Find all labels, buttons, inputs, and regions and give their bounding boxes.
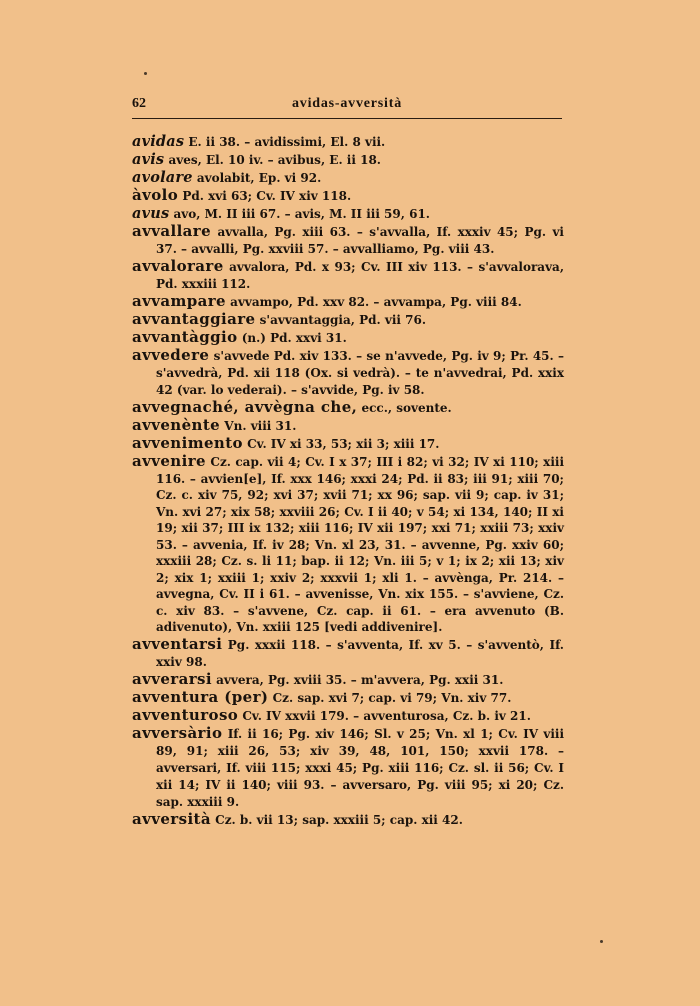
entry-text: aves, El. 10 iv. – avibus, E. ii 18. bbox=[164, 153, 381, 167]
entry-avvantaggio bbox=[132, 329, 564, 347]
entry-text: avvalla, Pg. xiii 63. – s'avvalla, If. xxxiv 45; Pg. vi 37. – avvalli, Pg. xxviii 57. – avvalliamo, Pg. viii 43. bbox=[156, 225, 564, 256]
entry-text: avvalora, Pd. x 93; Cv. III xiv 113. – s'avvalorava, Pd. xxxiii 112. bbox=[156, 260, 564, 291]
entry-text: Cv. IV xi 33, 53; xii 3; xiii 17. bbox=[242, 437, 440, 451]
entry-avolo bbox=[132, 187, 564, 205]
entry-avverarsi bbox=[132, 671, 564, 689]
running-head: avidas-avversità bbox=[291, 96, 402, 111]
headword: avvegnaché, avvègna che, bbox=[132, 398, 358, 416]
headword: avventura (per) bbox=[132, 687, 269, 706]
entry-avventarsi bbox=[132, 636, 564, 671]
entry-avversita bbox=[132, 811, 564, 829]
entry-avvallare bbox=[132, 223, 564, 258]
entry-text: Vn. viii 31. bbox=[220, 419, 297, 433]
headword: àvolo bbox=[132, 186, 179, 204]
page-header bbox=[132, 96, 562, 119]
entry-text: Cz. cap. vii 4; Cv. I x 37; III i 82; vi 32; IV xi 110; xiii 116. – avvien[e], If. xxx 146; xxxi 24; Pd. ii 83; iii 91; xiii 70; Cz. c. xiv 75, 92; xvi 37; xvii 71; xx 96; sap. vii 9; cap. iv 31; Vn. xvi 27; xix 58; xxviii 26; Cv. I ii 40; v 54; xi 134, 140; II xi 19; xii 37; III ix 132; xiii 116; IV xii 197; xxi 71; xxiii 73; xxiv 53. – avvenia, If. iv 28; Vn. xl 23, 31. – avvenne, Pg. xxiv 60; xxxiii 28; Cz. s. li 11; bap. ii 12; Vn. iii 5; v 1; ix 2; xii 13; xiv 2; xix 1; xxiii 1; xxiv 2; xxxvii 1; xli 1. – avvènga, Pr. 214. – avvegna, Cv. II i 61. – avvenisse, Vn. xix 155. – s'avviene, Cz. c. xiv 83. – s'avvene, Cz. cap. ii 61. – era avvenuto (B. adivenuto), Vn. xxiii 125 [vedi addivenire]. bbox=[156, 455, 564, 634]
headword: avus bbox=[132, 205, 170, 222]
headword: avvenimento bbox=[132, 434, 243, 452]
entry-text: Pd. xvi 63; Cv. IV xiv 118. bbox=[178, 189, 352, 203]
paper-speck bbox=[600, 940, 603, 943]
headword: avvenènte bbox=[132, 416, 221, 434]
headword: avversità bbox=[132, 809, 211, 828]
headword: avvantaggiare bbox=[132, 310, 256, 328]
entry-avvedere bbox=[132, 347, 564, 399]
entry-text: s'avvede Pd. xiv 133. – se n'avvede, Pg. iv 9; Pr. 45. – s'avvedrà, Pd. xii 118 (Ox. si vedrà). – te n'avvedrai, Pd. xxix 42 (var. lo vederai). – s'avvide, Pg. iv 58. bbox=[156, 349, 564, 397]
entry-avventuroso bbox=[132, 707, 564, 725]
entry-avvalorare bbox=[132, 258, 564, 293]
entry-text: Cv. IV xxvii 179. – avventurosa, Cz. b. iv 21. bbox=[238, 708, 531, 723]
entry-text: If. ii 16; Pg. xiv 146; Sl. v 25; Vn. xl 1; Cv. IV viii 89, 91; xiii 26, 53; xiv 39, 48, 101, 150; xxvii 178. – avversari, If. viii 115; xxxi 45; Pg. xiii 116; Cz. sl. ii 56; Cv. I xii 14; IV ii 140; viii 93. – avversaro, Pg. viii 95; xi 20; Cz. sap. xxxiii 9. bbox=[156, 726, 564, 809]
entry-text: s'avvantaggia, Pd. vii 76. bbox=[255, 313, 426, 327]
headword: avvampare bbox=[132, 292, 226, 310]
entry-text: Pg. xxxii 118. – s'avventa, If. xv 5. – s'avventò, If. xxiv 98. bbox=[156, 637, 564, 669]
headword: avolare bbox=[132, 169, 193, 186]
entry-avvegnache bbox=[132, 399, 564, 417]
headword: avvenire bbox=[132, 452, 206, 470]
entry-text: (n.) Pd. xxvi 31. bbox=[237, 331, 347, 345]
headword: avvedere bbox=[132, 346, 210, 364]
entry-text: ecc., sovente. bbox=[357, 401, 452, 415]
entry-text: avo, M. II iii 67. – avis, M. II iii 59, 61. bbox=[169, 207, 430, 221]
entry-text: Cz. sap. xvi 7; cap. vi 79; Vn. xiv 77. bbox=[268, 690, 512, 705]
headword: avis bbox=[132, 151, 165, 168]
headword: avventarsi bbox=[132, 634, 223, 653]
entry-avversario bbox=[132, 725, 564, 811]
headword: avversàrio bbox=[132, 723, 223, 742]
paper-speck bbox=[144, 72, 147, 75]
entry-avis bbox=[132, 151, 564, 169]
headword: avventuroso bbox=[132, 705, 239, 724]
entry-avventura bbox=[132, 689, 564, 707]
entry-avolare bbox=[132, 169, 564, 187]
entry-avvantaggiare bbox=[132, 311, 564, 329]
entry-list bbox=[132, 133, 564, 829]
entry-avvenire bbox=[132, 453, 564, 636]
entry-text: avvera, Pg. xviii 35. – m'avvera, Pg. xxii 31. bbox=[211, 672, 504, 687]
entry-avus bbox=[132, 205, 564, 223]
entry-text: Cz. b. vii 13; sap. xxxiii 5; cap. xii 42. bbox=[211, 812, 463, 827]
headword: avidas bbox=[132, 133, 185, 150]
entry-text: avvampo, Pd. xxv 82. – avvampa, Pg. viii 84. bbox=[226, 295, 522, 309]
entry-avvenimento bbox=[132, 435, 564, 453]
entry-avidas bbox=[132, 133, 564, 151]
page-number: 62 bbox=[132, 96, 146, 111]
headword: avverarsi bbox=[132, 669, 212, 688]
headword: avvalorare bbox=[132, 257, 224, 275]
headword: avvantàggio bbox=[132, 328, 238, 346]
entry-text: avolabit, Ep. vi 92. bbox=[192, 171, 322, 185]
entry-text: E. ii 38. – avidissimi, El. 8 vii. bbox=[184, 135, 386, 149]
headword: avvallare bbox=[132, 222, 212, 240]
entry-avvampare bbox=[132, 293, 564, 311]
entry-avvenente bbox=[132, 417, 564, 435]
